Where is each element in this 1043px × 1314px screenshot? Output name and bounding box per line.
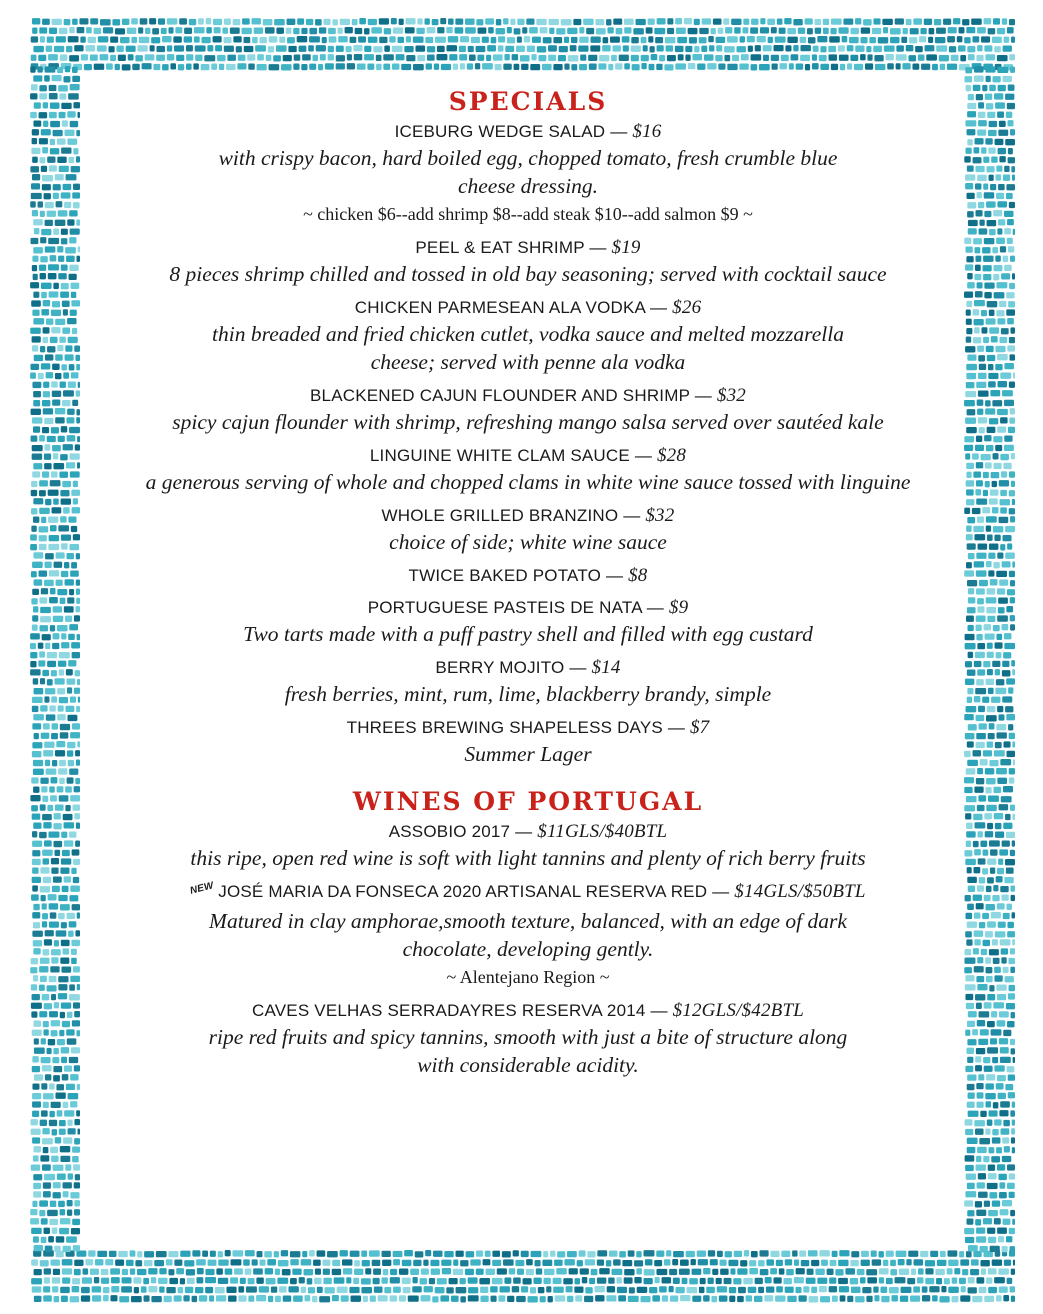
separator: — — [707, 882, 735, 901]
item-note: ~ Alentejano Region ~ — [446, 967, 610, 987]
menu-item — [92, 444, 964, 496]
item-name: CHICKEN PARMESEAN ALA VODKA — [354, 298, 646, 317]
item-title — [92, 296, 964, 320]
specials-list — [92, 120, 964, 768]
menu-item — [92, 120, 964, 228]
separator: — — [601, 566, 629, 585]
item-description: Matured in clay amphorae,smooth texture, balanced, with an edge of dark — [209, 909, 847, 933]
item-name: ASSOBIO 2017 — [388, 822, 511, 841]
item-title — [92, 716, 964, 740]
menu-item — [92, 384, 964, 436]
item-price: $14GLS/$50BTL — [734, 881, 866, 902]
item-price: $7 — [689, 717, 710, 738]
item-price: $16 — [632, 121, 662, 142]
item-price: $26 — [672, 297, 702, 318]
item-name: PEEL & EAT SHRIMP — [415, 238, 585, 257]
item-price: $32 — [645, 505, 675, 526]
item-description: this ripe, open red wine is soft with light tannins and plenty of rich berry fruits — [190, 846, 866, 870]
item-description: fresh berries, mint, rum, lime, blackberry brandy, simple — [284, 682, 772, 706]
item-description: choice of side; white wine sauce — [389, 530, 667, 554]
item-title — [92, 820, 964, 844]
item-name: CAVES VELHAS SERRADAYRES RESERVA 2014 — [252, 1001, 646, 1020]
item-description: Two tarts made with a puff pastry shell and filled with egg custard — [243, 622, 813, 646]
item-description: chocolate, developing gently. — [402, 937, 654, 961]
separator: — — [584, 238, 612, 257]
item-description: Summer Lager — [464, 742, 592, 766]
item-description: a generous serving of whole and chopped clams in white wine sauce tossed with linguine — [145, 470, 911, 494]
menu-item — [92, 296, 964, 376]
wines-list — [92, 820, 964, 1079]
item-title — [92, 444, 964, 468]
item-description: 8 pieces shrimp chilled and tossed in old bay seasoning; served with cocktail sauce — [169, 262, 887, 286]
item-title — [92, 596, 964, 620]
item-title — [92, 564, 964, 588]
item-title — [92, 120, 964, 144]
item-price: $28 — [656, 445, 687, 466]
item-price: $14 — [591, 657, 621, 678]
menu-item — [92, 820, 964, 872]
item-name: BLACKENED CAJUN FLOUNDER AND SHRIMP — [310, 386, 690, 405]
item-description: with crispy bacon, hard boiled egg, chopped tomato, fresh crumble blue — [218, 146, 838, 170]
specials-title: SPECIALS — [448, 87, 608, 116]
separator: — — [689, 386, 717, 405]
item-price: $9 — [668, 597, 689, 618]
item-price: $32 — [716, 385, 746, 406]
separator: — — [605, 122, 633, 141]
item-description: cheese; served with penne ala vodka — [370, 350, 686, 374]
wines-title: WINES OF PORTUGAL — [352, 787, 704, 816]
item-description: spicy cajun flounder with shrimp, refreshing mango salsa served over sautéed kale — [172, 410, 884, 434]
separator: — — [662, 718, 690, 737]
menu-item — [92, 596, 964, 648]
menu-item — [92, 236, 964, 288]
item-description: thin breaded and fried chicken cutlet, vodka sauce and melted mozzarella — [212, 322, 844, 346]
menu-item — [92, 504, 964, 556]
item-title — [92, 880, 964, 907]
item-title — [92, 999, 964, 1023]
item-name: PORTUGUESE PASTEIS DE NATA — [367, 598, 642, 617]
item-note: ~ chicken $6--add shrimp $8--add steak $10--add salmon $9 ~ — [303, 204, 753, 224]
separator: — — [645, 298, 673, 317]
menu-card — [92, 84, 964, 1244]
new-badge: NEW — [189, 880, 216, 897]
item-name: ICEBURG WEDGE SALAD — [394, 122, 606, 141]
menu-item — [92, 999, 964, 1079]
item-name: WHOLE GRILLED BRANZINO — [381, 506, 619, 525]
item-name: THREES BREWING SHAPELESS DAYS — [346, 718, 663, 737]
separator: — — [510, 822, 538, 841]
item-title — [92, 384, 964, 408]
separator: — — [618, 506, 646, 525]
menu-item — [92, 564, 964, 588]
item-description: with considerable acidity. — [417, 1053, 639, 1077]
item-name: JOSÉ MARIA DA FONSECA 2020 ARTISANAL RESERVA RED — [218, 882, 708, 901]
item-title — [92, 656, 964, 680]
item-description: ripe red fruits and spicy tannins, smooth with just a bite of structure along — [208, 1025, 848, 1049]
menu-item — [92, 716, 964, 768]
separator: — — [629, 446, 657, 465]
item-price: $12GLS/$42BTL — [672, 1000, 804, 1021]
separator: — — [641, 598, 669, 617]
item-price: $19 — [611, 237, 641, 258]
item-description: cheese dressing. — [457, 174, 599, 198]
item-name: BERRY MOJITO — [435, 658, 565, 677]
item-price: $11GLS/$40BTL — [537, 821, 668, 842]
item-name: TWICE BAKED POTATO — [408, 566, 602, 585]
item-name: LINGUINE WHITE CLAM SAUCE — [369, 446, 630, 465]
item-title — [92, 236, 964, 260]
separator: — — [645, 1001, 673, 1020]
item-price: $8 — [628, 565, 648, 586]
menu-item — [92, 880, 964, 991]
menu-item — [92, 656, 964, 708]
separator: — — [564, 658, 592, 677]
item-title — [92, 504, 964, 528]
